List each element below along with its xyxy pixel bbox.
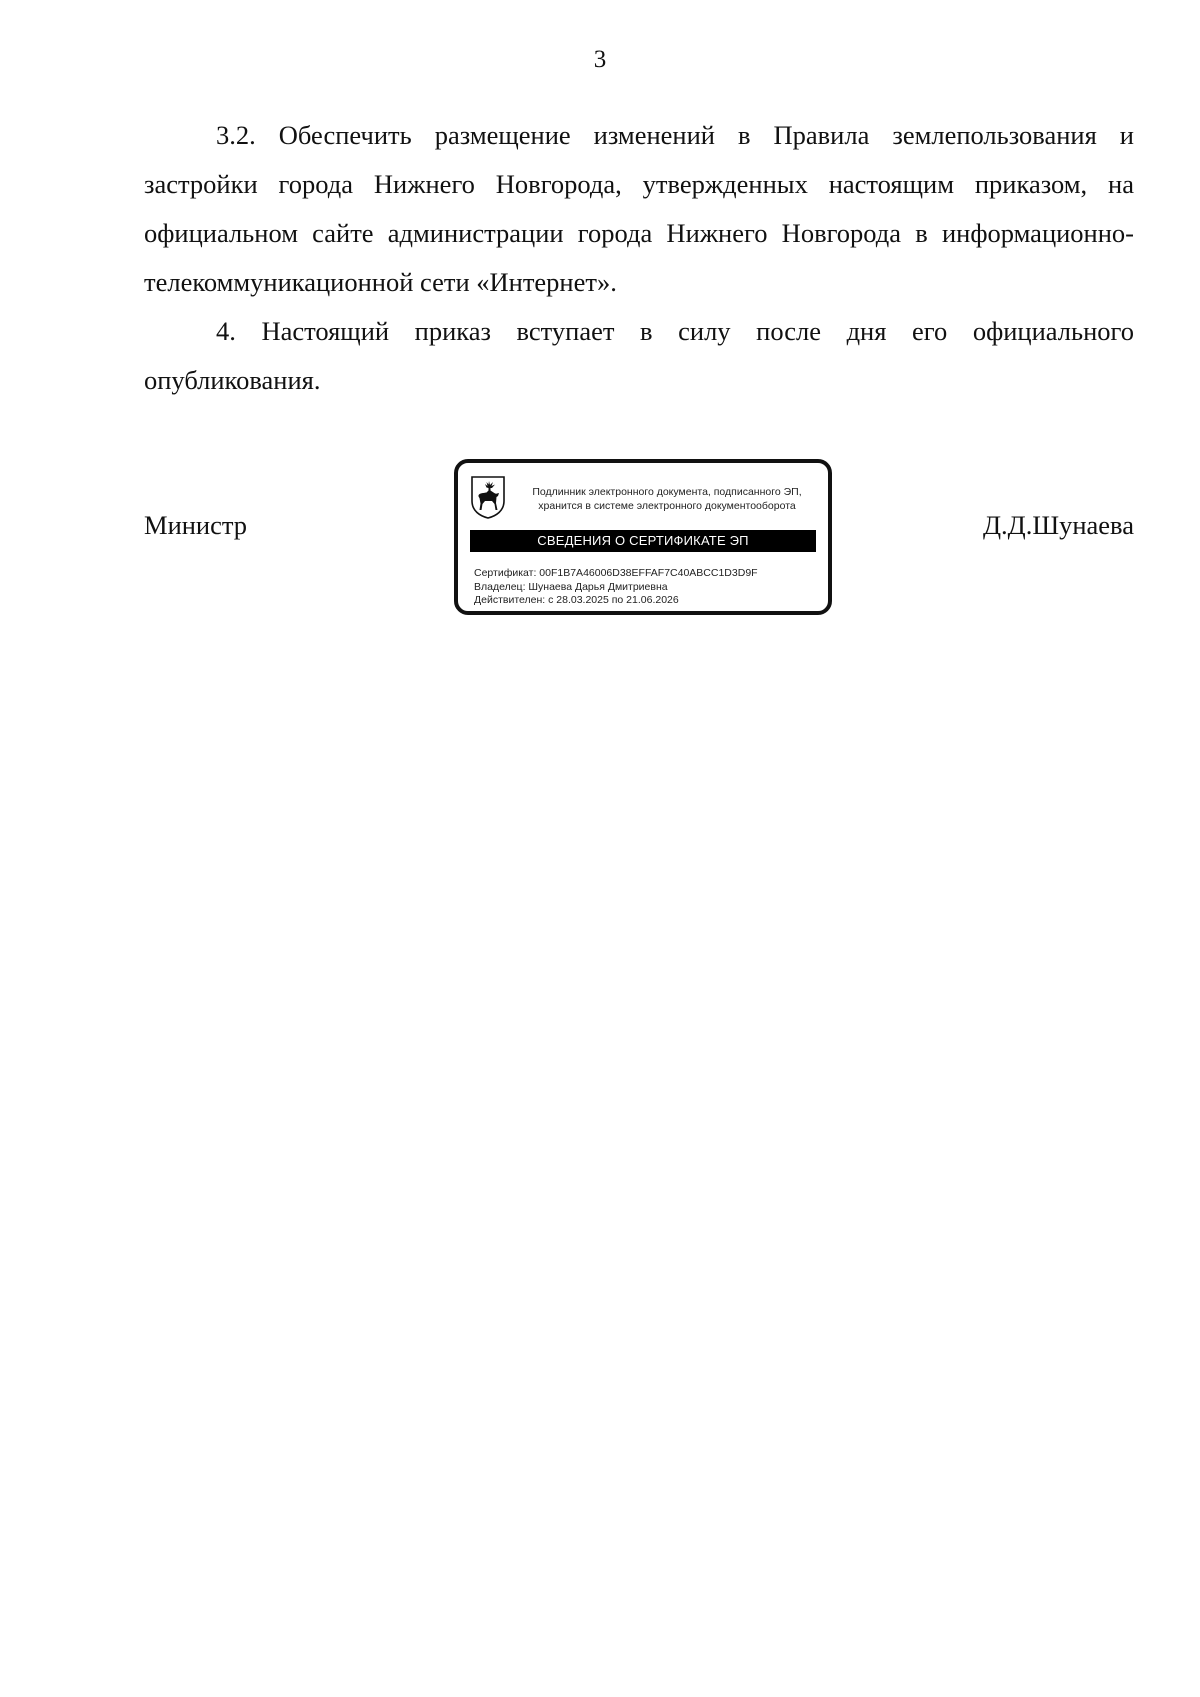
signer-title: Министр: [144, 510, 248, 540]
page-number: 3: [593, 46, 607, 73]
signer-name: Д.Д.Шунаева: [982, 510, 1134, 540]
deer-coat-of-arms-icon: [470, 475, 506, 519]
paragraph-4: 4. Настоящий приказ вступает в силу после дня его официального опубликования.: [144, 316, 1134, 395]
certificate-validity: Действителен: с 28.03.2025 по 21.06.2026: [474, 594, 679, 606]
certificate-details: [474, 567, 814, 608]
certificate-number: Сертификат: 00F1B7A46006D38EFFAF7C40ABCC1D3D9F: [474, 567, 758, 579]
stamp-header-line: хранится в системе электронного документооборота: [538, 500, 796, 512]
document-body: [144, 111, 1134, 405]
stamp-title: СВЕДЕНИЯ О СЕРТИФИКАТЕ ЭП: [470, 530, 816, 552]
certificate-owner: Владелец: Шунаева Дарья Дмитриевна: [474, 580, 668, 593]
paragraph-3-2: 3.2. Обеспечить размещение изменений в Правила землепользования и застройки города Нижнего Новгорода, утвержденных настоящим приказом, на официальном сайте администрации города Нижнего Новгорода в информационно-телекоммуникационной сети «Интернет».: [144, 120, 1134, 297]
electronic-signature-stamp: [454, 459, 832, 615]
stamp-header: [518, 485, 816, 513]
stamp-header-line: Подлинник электронного документа, подписанного ЭП,: [532, 486, 802, 498]
